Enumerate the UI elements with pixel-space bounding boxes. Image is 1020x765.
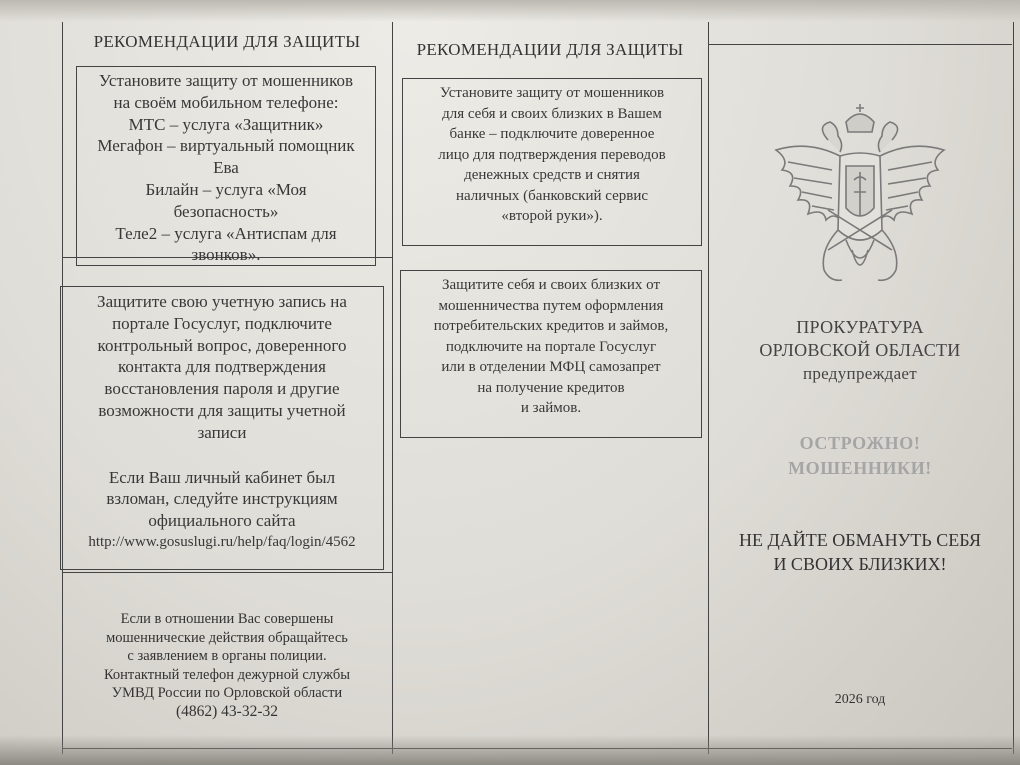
mobile-box-line: Мегафон – виртуальный помощник xyxy=(97,136,355,156)
credit-box-line: мошенничества путем оформления xyxy=(438,297,664,314)
bank-box-line: наличных (банковский сервис xyxy=(455,187,649,204)
bank-box-line: денежных средств и снятия xyxy=(464,167,640,183)
spacer xyxy=(61,444,383,467)
mobile-box-line: Установите защиту от мошенников xyxy=(98,71,354,90)
mobile-box-line: безопасность» xyxy=(173,201,279,221)
caution-heading xyxy=(708,431,1012,481)
caution-line: МОШЕННИКИ! xyxy=(788,458,932,478)
slogan-line: И СВОИХ БЛИЗКИХ! xyxy=(773,554,947,574)
mobile-box-line: Теле2 – услуга «Антиспам для xyxy=(115,223,337,243)
credit-box-line: и займов. xyxy=(520,400,582,416)
gosuslugi-box-line: записи xyxy=(197,422,247,442)
credit-ban-box xyxy=(400,270,702,438)
mobile-box-line: Ева xyxy=(213,158,239,178)
police-note-line: мошеннические действия обращайтесь xyxy=(106,629,348,646)
leaflet-sheet xyxy=(46,18,1016,754)
mobile-box-line: МТС – услуга «Защитник» xyxy=(128,114,324,134)
gosuslugi-protection-box xyxy=(60,286,384,570)
bank-protection-box xyxy=(402,78,702,246)
credit-box-line: на получение кредитов xyxy=(477,379,625,396)
hacked-line: Если Ваш личный кабинет был xyxy=(108,467,336,487)
police-note-line: Если в отношении Вас совершены xyxy=(120,611,334,627)
right-panel-top-edge xyxy=(708,44,1012,45)
year-label: 2026 год xyxy=(834,692,886,707)
bank-box-line: банке – подключите доверенное xyxy=(449,126,655,142)
mobile-box-line: Билайн – услуга «Моя xyxy=(145,179,307,199)
police-contact-note xyxy=(72,610,382,722)
org-name xyxy=(708,316,1012,385)
police-note-line: УМВД России по Орловской области xyxy=(111,685,343,702)
middle-panel-heading: РЕКОМЕНДАЦИИ ДЛЯ ЗАЩИТЫ xyxy=(416,40,684,59)
police-note-line: Контактный телефон дежурной службы xyxy=(103,666,351,683)
caution-line: ОСТРОЖНО! xyxy=(799,433,921,453)
gosuslugi-box-line: Защитите свою учетную запись на xyxy=(97,292,347,311)
hacked-line: официального сайта xyxy=(148,511,296,531)
gosuslugi-box-line: возможности для защиты учетной xyxy=(98,400,346,420)
prosecutor-eagle-emblem-icon xyxy=(768,100,952,306)
bottom-shadow xyxy=(0,735,1020,765)
gosuslugi-help-link[interactable]: http://www.gosuslugi.ru/help/faq/login/4562 xyxy=(88,533,356,550)
credit-box-line: Защитите себя и своих близких от xyxy=(441,277,660,293)
slogan-line: НЕ ДАЙТЕ ОБМАНУТЬ СЕБЯ xyxy=(739,530,981,550)
gosuslugi-box-line: контрольный вопрос, доверенного xyxy=(97,335,347,355)
bank-box-line: «второй руки»). xyxy=(501,208,603,224)
left-panel-divider-2 xyxy=(62,572,392,573)
org-name-line: ОРЛОВСКОЙ ОБЛАСТИ xyxy=(759,340,961,360)
hacked-line: взломан, следуйте инструкциям xyxy=(106,489,338,509)
gosuslugi-box-line: контакта для подтверждения xyxy=(118,357,326,377)
mobile-protection-box xyxy=(76,66,376,266)
police-phone: (4862) 43-32-32 xyxy=(175,702,279,720)
warns-text: предупреждает xyxy=(802,364,918,383)
bank-box-line: для себя и своих близких в Вашем xyxy=(442,105,662,122)
credit-box-line: или в отделении МФЦ самозапрет xyxy=(441,359,661,375)
bank-box-line: Установите защиту от мошенников xyxy=(439,85,665,101)
mobile-box-line: на своём мобильном телефоне: xyxy=(113,92,339,112)
org-name-line: ПРОКУРАТУРА xyxy=(796,317,924,337)
police-note-line: с заявлением в органы полиции. xyxy=(127,648,327,665)
bank-box-line: лицо для подтверждения переводов xyxy=(438,146,666,163)
mobile-box-line: звонков». xyxy=(191,245,261,265)
credit-box-line: потребительских кредитов и займов, xyxy=(433,318,669,334)
slogan xyxy=(708,528,1012,576)
gosuslugi-box-line: восстановления пароля и другие xyxy=(104,379,340,399)
gosuslugi-box-line: портале Госуслуг, подключите xyxy=(112,313,332,333)
credit-box-line: подключите на портале Госуслуг xyxy=(445,338,657,355)
left-panel-heading: РЕКОМЕНДАЦИИ ДЛЯ ЗАЩИТЫ xyxy=(93,32,361,51)
